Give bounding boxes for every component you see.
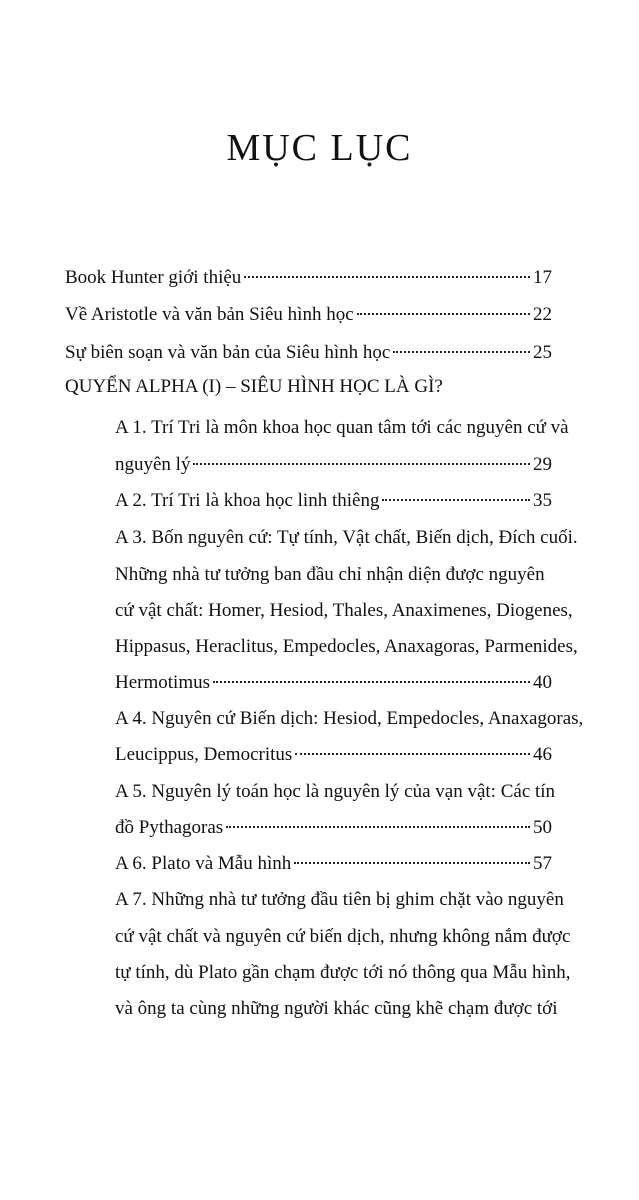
toc-entry-line: A 3. Bốn nguyên cứ: Tự tính, Vật chất, Biến dịch, Đích cuối.: [115, 527, 578, 548]
dot-leader: [393, 351, 530, 353]
toc-entry-title: Về Aristotle và văn bản Siêu hình học: [65, 304, 354, 325]
dot-leader: [382, 499, 530, 501]
toc-entry: [65, 340, 552, 366]
toc-entry-page: 35: [533, 490, 552, 511]
dot-leader: [213, 681, 530, 683]
toc-entry: [115, 488, 552, 514]
dot-leader: [294, 862, 530, 864]
page-title: MỤC LỤC: [226, 127, 413, 169]
toc-entry-page: 50: [533, 817, 552, 838]
toc-entry: [115, 851, 552, 877]
dot-leader: [193, 463, 530, 465]
toc-entry-title: Hermotimus: [115, 672, 210, 693]
dot-leader: [226, 826, 530, 828]
toc-entry-title: Leucippus, Democritus: [115, 744, 293, 765]
toc-entry-line: A 5. Nguyên lý toán học là nguyên lý của vạn vật: Các tín: [115, 781, 556, 802]
toc-entry-line: cứ vật chất và nguyên cứ biến dịch, nhưng không nắm được: [115, 926, 571, 947]
toc-entry-page: 17: [533, 267, 552, 288]
toc-entry-line: tự tính, dù Plato gần chạm được tới nó thông qua Mẫu hình,: [115, 962, 571, 983]
dot-leader: [244, 276, 530, 278]
toc-entry-page: 22: [533, 304, 552, 325]
toc-entry-page: 29: [533, 454, 552, 475]
toc-entry: [65, 302, 552, 328]
toc-entry: [115, 452, 552, 478]
toc-entry-title: Sự biên soạn và văn bản của Siêu hình học: [65, 342, 391, 363]
toc-entry-page: 25: [533, 342, 552, 363]
section-heading: QUYỂN ALPHA (I) – SIÊU HÌNH HỌC LÀ GÌ?: [65, 376, 443, 397]
toc-entry-line: cứ vật chất: Homer, Hesiod, Thales, Anaximenes, Diogenes,: [115, 600, 573, 621]
toc-entry-title: A 6. Plato và Mẫu hình: [115, 853, 292, 874]
toc-entry-line: A 7. Những nhà tư tưởng đầu tiên bị ghim chặt vào nguyên: [115, 889, 564, 910]
toc-entry-page: 46: [533, 744, 552, 765]
dot-leader: [295, 753, 530, 755]
toc-entry-line: Những nhà tư tưởng ban đầu chỉ nhận diện được nguyên: [115, 564, 545, 585]
dot-leader: [357, 313, 530, 315]
toc-entry-page: 57: [533, 853, 552, 874]
toc-entry-title: Book Hunter giới thiệu: [65, 267, 242, 288]
toc-entry-line: Hippasus, Heraclitus, Empedocles, Anaxagoras, Parmenides,: [115, 636, 578, 657]
toc-entry: [115, 742, 552, 768]
toc-entry-title: nguyên lý: [115, 454, 191, 475]
toc-entry-line: A 1. Trí Tri là môn khoa học quan tâm tới các nguyên cứ và: [115, 417, 569, 438]
toc-entry-line: và ông ta cùng những người khác cũng khẽ chạm được tới: [115, 998, 558, 1019]
toc-entry: [65, 265, 552, 291]
toc-entry: [115, 670, 552, 696]
toc-entry: [115, 815, 552, 841]
toc-entry-title: A 2. Trí Tri là khoa học linh thiêng: [115, 490, 380, 511]
toc-entry-line: A 4. Nguyên cứ Biến dịch: Hesiod, Empedocles, Anaxagoras,: [115, 708, 584, 729]
toc-entry-title: đồ Pythagoras: [115, 817, 224, 838]
toc-entry-page: 40: [533, 672, 552, 693]
